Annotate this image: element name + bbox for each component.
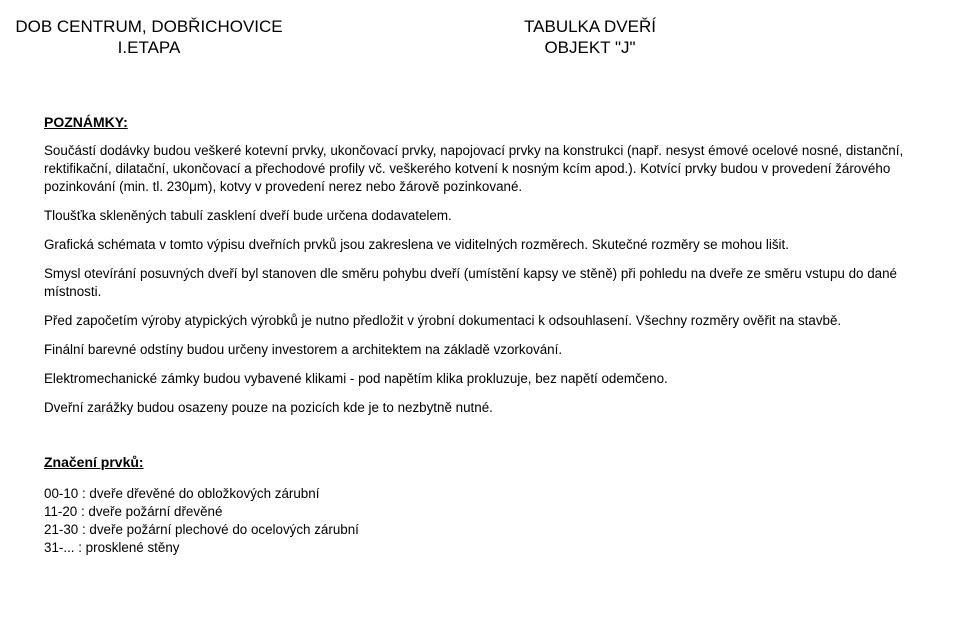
note-paragraph: Před započetím výroby atypických výrobků je nutno předložit v ýrobní dokumentaci k odsouhlasení. Všechny rozměry ověřit na stavbě. [44,313,842,328]
object-name: OBJEKT "J" [544,38,636,57]
note-paragraph: Grafická schémata v tomto výpisu dveřních prvků jsou zakreslena ve viditelných rozměrech. Skutečné rozměry se mohou lišit. [44,237,789,252]
note-paragraph: Tloušťka skleněných tabulí zasklení dveří bude určena dodavatelem. [44,208,452,223]
legend-heading: Značení prvků: [44,454,144,470]
document-title-block [470,16,710,58]
note-paragraph: Součástí dodávky budou veškeré kotevní prvky, ukončovací prvky, napojovací prvky na konstrukci (např. nesyst émové ocelové nosné, distanční, rektifikační, dilatační, ukončovací a přechodové profily vč. veškerého kotvení k nosným kcím apod.). Kotvící prvky budou v provedení žárového pozinkování (min. tl. 230μm), kotvy v provedení nerez nebo žárově pozinkované. [44,143,904,194]
legend-item: 21-30 : dveře požární plechové do ocelových zárubní [44,522,359,537]
project-stage: I.ETAPA [117,38,181,57]
page-header [0,16,960,60]
note-paragraph: Dveřní zarážky budou osazeny pouze na pozicích kde je to nezbytně nutné. [44,400,493,415]
document-title: TABULKA DVEŘÍ [524,17,656,36]
legend-item: 00-10 : dveře dřevěné do obložkových zárubní [44,486,320,501]
note-paragraph: Finální barevné odstíny budou určeny investorem a architektem na základě vzorkování. [44,342,563,357]
project-name: DOB CENTRUM, DOBŘICHOVICE [15,17,283,36]
document-body [44,113,914,557]
note-paragraph: Smysl otevírání posuvných dveří byl stanoven dle směru pohybu dveří (umístění kapsy ve stěně) při pohledu na dveře ze směru vstupu do dané místnosti. [44,266,897,299]
legend-list [44,485,914,557]
notes-heading: POZNÁMKY: [44,114,128,130]
legend-item: 31-... : prosklené stěny [44,540,180,555]
legend-item: 11-20 : dveře požární dřevěné [44,504,223,519]
note-paragraph: Elektromechanické zámky budou vybavené klikami - pod napětím klika prokluzuje, bez napětí odemčeno. [44,371,668,386]
project-title-block [14,16,284,58]
